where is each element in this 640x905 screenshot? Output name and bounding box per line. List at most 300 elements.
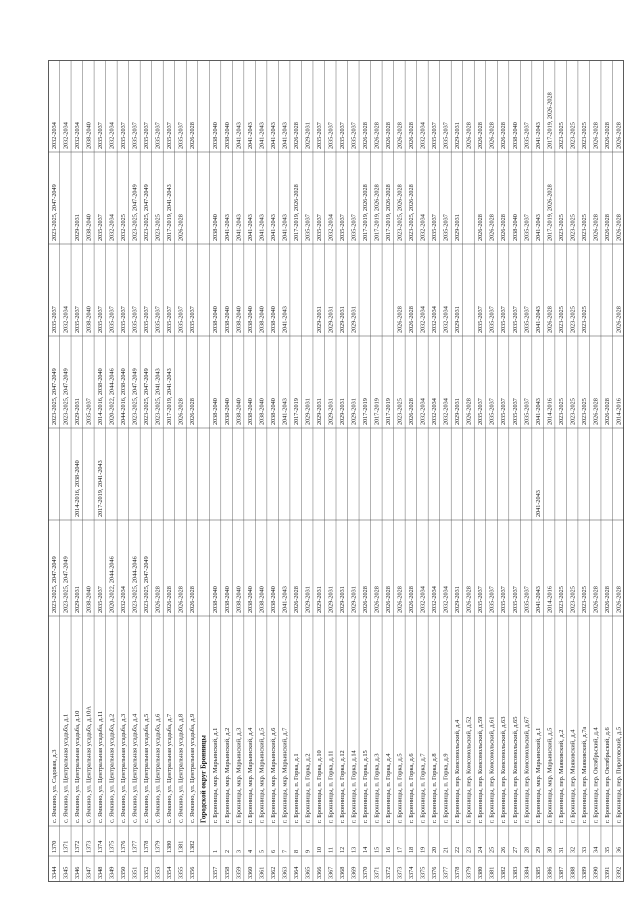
table-cell-c3: 2035-2037	[500, 398, 508, 425]
table-cell-c3: 2014-2016, 2038-2040	[97, 368, 105, 425]
table-cell-c6: 2026-2028	[615, 122, 623, 149]
table-cell-c3: 2017-2019	[385, 398, 393, 425]
table-cell-c3: 2038-2040	[269, 398, 277, 425]
table-cell-no: 32	[569, 846, 577, 853]
table-cell-id: 3388	[569, 866, 577, 879]
table-cell-c6: 2026-2028	[592, 122, 600, 149]
table-cell-c5: 2017-2019, 2026-2028	[546, 184, 554, 241]
table-cell-c1: 2035-2037	[523, 586, 531, 613]
table-cell-c5: 2041-2043	[235, 214, 243, 241]
table-cell-no: 4	[246, 849, 254, 853]
table-cell-c3: 2026-2028	[408, 398, 416, 425]
table-cell-c3: 2026-2028	[177, 398, 185, 425]
table-cell-id: 3364	[292, 866, 300, 879]
table-cell-c1: 2023-2025	[557, 586, 565, 613]
table-cell-c5: 2023-2025	[569, 214, 577, 241]
table-cell-id: 3383	[511, 866, 519, 879]
table-cell-no: 1376	[120, 840, 128, 853]
table-cell-c4: 2035-2037	[511, 306, 519, 333]
table-cell-id: 3351	[131, 866, 139, 879]
table-cell-c3: 2023-2025, 2041-2043	[154, 368, 162, 425]
table-cell-no: 21	[442, 846, 450, 853]
table-cell-id: 3375	[419, 866, 427, 879]
table-cell-c6: 2029-2031	[454, 122, 462, 149]
table-cell-c6: 2035-2037	[97, 122, 105, 149]
table-cell-c3: 2023-2025	[580, 398, 588, 425]
table-cell-c4: 2023-2025	[580, 306, 588, 333]
table-cell-c4: 2029-2031	[454, 306, 462, 333]
table-cell-address: г. Бронницы, п. Горка, д.2	[304, 753, 312, 823]
table-cell-address: г. Бронницы, пер. Октябрьский, д.6	[603, 727, 611, 823]
table-cell-c5: 2041-2043	[223, 214, 231, 241]
table-cell-c4: 2032-2034	[419, 306, 427, 333]
table-cell-address: г. Бронницы, мкр. Марьинский, д.1	[534, 727, 542, 823]
table-cell-no: 1371	[62, 840, 70, 853]
table-cell-c3: 2029-2031	[350, 398, 358, 425]
table-cell-no: 3	[235, 849, 243, 853]
table-cell-c4: 2035-2037	[131, 306, 139, 333]
table-cell-address: г. Бронницы, пер. Комсомольский, д.59	[477, 716, 485, 823]
table-cell-c5: 2023-2025, 2026-2028	[396, 184, 404, 241]
table-cell-no: 12	[338, 846, 346, 853]
table-cell-address: г. Бронницы, пер. Маяковский, д.7а	[580, 726, 588, 823]
table-cell-c4: 2035-2037	[500, 306, 508, 333]
table-cell-c6: 2038-2040	[223, 122, 231, 149]
table-cell-c6: 2035-2037	[431, 122, 439, 149]
table-cell-c1: 2026-2028	[615, 586, 623, 613]
table-cell-id: 3359	[235, 866, 243, 879]
table-cell-id: 3363	[281, 866, 289, 879]
table-cell-c6: 2026-2028	[603, 122, 611, 149]
table-cell-id: 3349	[108, 866, 116, 879]
table-cell-id: 3378	[454, 866, 462, 879]
table-cell-c5: 2032-2034	[327, 214, 335, 241]
table-cell-c3: 2029-2031	[315, 398, 323, 425]
table-cell-id: 3346	[74, 866, 81, 879]
table-cell-c6: 2041-2043	[269, 122, 277, 149]
table-cell-id: 3362	[269, 866, 277, 879]
table-cell-address: г. Бронницы, мкр. Марьинский, д.7	[281, 727, 289, 823]
table-cell-c1: 2038-2040	[269, 586, 277, 613]
table-cell-c1: 2026-2028	[465, 586, 473, 613]
table-cell-id: 3379	[465, 866, 473, 879]
table-cell-id: 3373	[396, 866, 404, 879]
table-cell-c1: 2029-2031	[338, 586, 346, 613]
table-cell-c6: 2035-2037	[177, 122, 185, 149]
table-cell-c5: 2035-2037	[315, 214, 323, 241]
section-header: Городской округ Бронницы	[199, 735, 208, 823]
table-cell-c5: 2026-2028	[500, 214, 508, 241]
table-cell-c5: 2041-2043	[534, 214, 542, 241]
table-cell-c1: 2023-2025	[569, 586, 577, 613]
table-cell-c1: 2038-2040	[85, 586, 93, 613]
table-cell-c6: 2035-2037	[523, 122, 531, 149]
table-cell-c6: 2035-2037	[327, 122, 335, 149]
table-cell-address: г. Бронницы, пер. Маяковский, д.4	[569, 729, 577, 823]
table-cell-id: 3389	[580, 866, 588, 879]
table-cell-no: 1370	[50, 840, 58, 853]
table-cell-id: 3377	[442, 866, 450, 879]
table-cell-c5: 2017-2019, 2026-2028	[292, 184, 300, 241]
table-cell-c3: 2017-2019	[292, 398, 300, 425]
table-cell-no: 2	[223, 849, 231, 853]
table-cell-c5: 2035-2037	[350, 214, 358, 241]
table-cell-c6: 2035-2037	[131, 122, 139, 149]
table-cell-c3: 2020-2022, 2044-2046	[108, 368, 116, 425]
table-cell-no: 18	[408, 846, 416, 853]
table-cell-c1: 2038-2040	[223, 586, 231, 613]
table-cell-c3: 2035-2037	[85, 398, 93, 425]
table-cell-address: г. Бронницы, п. Горка, д.12	[338, 750, 346, 823]
table-cell-c5: 2032-2034	[108, 214, 116, 241]
table-cell-address: г. Бронницы, п. Горка, д.5	[396, 753, 404, 823]
table-cell-c6: 2023-2025	[569, 122, 577, 149]
table-cell-address: г. Бронницы, мкр. Марьинский, д.1	[212, 727, 220, 823]
table-cell-c4: 2035-2037	[154, 306, 162, 333]
table-cell-c1: 2041-2043	[534, 586, 542, 613]
table-cell-c5: 2017-2019, 2026-2028	[362, 184, 369, 241]
table-cell-c3: 2038-2040	[258, 398, 266, 425]
table-cell-no: 29	[534, 846, 542, 853]
table-cell-no: 1373	[85, 840, 93, 853]
table-cell-c4: 2041-2043	[281, 306, 289, 333]
table-cell-no: 1378	[143, 840, 151, 853]
table-cell-c6: 2032-2034	[74, 122, 81, 149]
table-cell-no: 10	[315, 846, 323, 853]
rotated-table-area	[48, 60, 624, 882]
table-cell-c5: 2017-2019, 2026-2028	[385, 184, 393, 241]
table-cell-c3: 2029-2031	[454, 398, 462, 425]
table-cell-c4: 2023-2025	[569, 306, 577, 333]
table-cell-c2: 2041-2043	[534, 490, 542, 517]
table-cell-id: 3368	[338, 866, 346, 879]
table-cell-address: с. Ямкино, ул. Центральная усадьба, д.3	[120, 713, 128, 823]
table-cell-c3: 2029-2031	[327, 398, 335, 425]
table-cell-c1: 2035-2037	[500, 586, 508, 613]
table-cell-c1: 2032-2034	[120, 586, 128, 613]
table-cell-c5: 2038-2040	[85, 214, 93, 241]
table-cell-c5: 2038-2040	[212, 214, 220, 241]
table-cell-c6: 2041-2043	[281, 122, 289, 149]
table-cell-c1: 2038-2040	[235, 586, 243, 613]
table-cell-c6: 2026-2028	[292, 122, 300, 149]
table-cell-c6: 2041-2043	[534, 122, 542, 149]
table-cell-c4: 2032-2034	[431, 306, 439, 333]
table-cell-c5: 2029-2031	[454, 214, 462, 241]
table-cell-c3: 2014-2016	[615, 398, 623, 425]
table-cell-no: 28	[523, 846, 531, 853]
table-cell-id: 3382	[500, 866, 508, 879]
table-cell-no: 11	[327, 847, 335, 853]
table-cell-c6: 2035-2037	[315, 122, 323, 149]
table-cell-no: 20	[431, 846, 439, 853]
table-cell-no: 1374	[97, 840, 105, 853]
table-cell-c6: 2023-2025	[580, 122, 588, 149]
table-cell-address: г. Бронницы, пер. Пироговский, д.5	[615, 726, 623, 823]
table-cell-c4: 2035-2037	[143, 306, 151, 333]
table-cell-c6: 2035-2037	[442, 122, 450, 149]
table-cell-address: с. Ямкино, ул. Центральная усадьба, д.7	[166, 713, 174, 823]
table-cell-address: г. Бронницы, мкр. Марьинский, д.6	[269, 727, 277, 823]
table-cell-address: с. Ямкино, ул. Центральная усадьба, д.4	[131, 713, 139, 823]
table-cell-c3: 2023-2025	[569, 398, 577, 425]
table-cell-no: 35	[603, 846, 611, 853]
table-cell-c4: 2029-2031	[350, 306, 358, 333]
table-cell-no: 9	[304, 849, 312, 853]
table-cell-c3: 2035-2037	[511, 398, 519, 425]
table-cell-c6: 2035-2037	[143, 122, 151, 149]
table-cell-no: 1379	[154, 840, 162, 853]
table-cell-c5: 2023-2025, 2047-2049	[131, 184, 139, 241]
table-cell-id: 3361	[258, 866, 266, 879]
table-cell-no: 7	[281, 849, 289, 853]
table-cell-c6: 2041-2043	[246, 122, 254, 149]
table-cell-c3: 2041-2043	[281, 398, 289, 425]
table-cell-c3: 2023-2025, 2047-2049	[143, 368, 151, 425]
table-cell-id: 3352	[143, 866, 151, 879]
table-cell-c1: 2026-2028	[189, 586, 197, 613]
table-cell-c1: 2035-2037	[477, 586, 485, 613]
table-cell-id: 3374	[408, 866, 416, 879]
table-cell-c1: 2026-2028	[362, 586, 369, 613]
table-cell-no: 24	[477, 846, 485, 853]
table-cell-no: 8	[292, 849, 300, 853]
table-cell-c6: 2026-2028	[385, 122, 393, 149]
table-cell-c4: 2035-2037	[166, 306, 174, 333]
table-cell-c4: 2038-2040	[246, 306, 254, 333]
table-cell-c1: 2032-2034	[419, 586, 427, 613]
table-cell-c1: 2041-2043	[281, 586, 289, 613]
table-cell-c6: 2038-2040	[85, 122, 93, 149]
table-cell-id: 3387	[557, 866, 565, 879]
table-cell-id: 3347	[85, 866, 93, 879]
table-cell-c6: 2026-2028	[396, 122, 404, 149]
table-cell-c1: 2014-2016	[546, 586, 554, 613]
table-cell-c3: 2038-2040	[246, 398, 254, 425]
table-cell-address: с. Ямкино, ул. Садовая, д.3	[50, 749, 58, 823]
table-cell-c5: 2035-2037	[431, 214, 439, 241]
table-cell-id: 3380	[477, 866, 485, 879]
table-cell-c3: 2035-2037	[488, 398, 496, 425]
table-cell-c1: 2029-2031	[327, 586, 335, 613]
table-cell-no: 23	[465, 846, 473, 853]
table-cell-address: г. Бронницы, мкр. Марьинский, д.4	[246, 727, 254, 823]
table-cell-c4: 2026-2028	[408, 306, 416, 333]
table-cell-address: г. Бронницы, мкр. Марьинский, д.2	[223, 727, 231, 823]
table-cell-id: 3345	[62, 866, 70, 879]
table-cell-c6: 2026-2028	[408, 122, 416, 149]
table-cell-c1: 2026-2028	[396, 586, 404, 613]
table-cell-id: 3372	[385, 866, 393, 879]
table-cell-address: г. Бронницы, п. Горка, д.10	[315, 750, 323, 823]
table-cell-c3: 2032-2034	[431, 398, 439, 425]
table-cell-no: 19	[419, 846, 427, 853]
table-cell-address: г. Бронницы, п. Горка, д.1	[292, 753, 300, 823]
table-cell-id: 3384	[523, 866, 531, 879]
table-cell-c3: 2038-2040	[235, 398, 243, 425]
table-cell-c4: 2035-2037	[477, 306, 485, 333]
table-cell-id: 3371	[373, 866, 381, 879]
table-cell-address: г. Бронницы, п. Горка, д.6	[408, 753, 416, 823]
table-cell-c4: 2035-2037	[488, 306, 496, 333]
table-cell-id: 3357	[212, 866, 220, 879]
table-cell-c5: 2041-2043	[246, 214, 254, 241]
table-cell-c1: 2023-2025, 2047-2049	[143, 556, 151, 613]
table-cell-id: 3355	[177, 866, 185, 879]
table-cell-c4: 2026-2028	[546, 306, 554, 333]
table-cell-id: 3367	[327, 866, 335, 879]
table-cell-c3: 2032-2034	[419, 398, 427, 425]
table-cell-address: г. Бронницы, п. Горка, д.15	[362, 750, 369, 823]
table-cell-c4: 2035-2037	[120, 306, 128, 333]
table-cell-c1: 2020-2022, 2044-2046	[108, 556, 116, 613]
table-cell-c6: 2038-2040	[212, 122, 220, 149]
table-cell-c5: 2041-2043	[269, 214, 277, 241]
table-cell-address: с. Ямкино, ул. Центральная усадьба, д.11	[97, 710, 105, 823]
table-cell-c4: 2035-2037	[189, 306, 197, 333]
table-cell-no: 22	[454, 846, 462, 853]
table-cell-c6: 2032-2034	[50, 122, 58, 149]
table-cell-c6: 2035-2037	[166, 122, 174, 149]
table-cell-no: 15	[373, 846, 381, 853]
table-cell-c1: 2023-2025	[580, 586, 588, 613]
table-cell-c3: 2026-2028	[465, 398, 473, 425]
table-cell-c6: 2038-2040	[511, 122, 519, 149]
table-cell-c4: 2026-2028	[396, 306, 404, 333]
table-cell-c2: 2017-2019, 2041-2043	[97, 460, 105, 517]
table-cell-c1: 2026-2028	[385, 586, 393, 613]
table-cell-no: 1	[212, 849, 220, 853]
table-cell-c5: 2026-2028	[477, 214, 485, 241]
table-cell-c6: 2041-2043	[235, 122, 243, 149]
table-cell-no: 31	[557, 846, 565, 853]
table-cell-c3: 2035-2037	[523, 398, 531, 425]
table-cell-address: с. Ямкино, ул. Центральная усадьба, д.10А	[85, 706, 93, 823]
table-cell-c1: 2023-2025, 2044-2046	[131, 556, 139, 613]
table-cell-c5: 2035-2037	[523, 214, 531, 241]
table-cell-id: 3358	[223, 866, 231, 879]
table-cell-address: г. Бронницы, мкр. Марьинский, д.3	[235, 727, 243, 823]
table-cell-c5: 2035-2037	[304, 214, 312, 241]
table-cell-c4: 2035-2037	[50, 306, 58, 333]
table-cell-c3: 2038-2040	[223, 398, 231, 425]
table-cell-c6: 2026-2028	[500, 122, 508, 149]
table-cell-c1: 2038-2040	[212, 586, 220, 613]
table-cell-no: 1372	[74, 840, 81, 853]
table-cell-c5: 2026-2028	[592, 214, 600, 241]
table-cell-c1: 2026-2028	[154, 586, 162, 613]
table-cell-address: г. Бронницы, пер. Маяковский, д.2	[557, 729, 565, 823]
table-cell-address: г. Бронницы, пер. Октябрьский, д.4	[592, 727, 600, 823]
table-cell-address: г. Бронницы, п. Горка, д.8	[431, 753, 439, 823]
table-cell-c5: 2041-2043	[258, 214, 266, 241]
table-cell-id: 3370	[362, 866, 369, 879]
table-cell-c6: 2035-2037	[338, 122, 346, 149]
table-cell-c1: 2023-2025, 2047-2049	[50, 556, 58, 613]
table-cell-c3: 2029-2031	[304, 398, 312, 425]
table-cell-no: 1375	[108, 840, 116, 853]
table-cell-no: 33	[580, 846, 588, 853]
table-cell-no: 25	[488, 846, 496, 853]
table-cell-c4: 2041-2043	[534, 306, 542, 333]
table-cell-c5: 2017-2019, 2041-2043	[166, 184, 174, 241]
table-cell-c5: 2023-2025, 2026-2028	[408, 184, 416, 241]
table-cell-c3: 2035-2037	[477, 398, 485, 425]
table-cell-c3: 2026-2028	[189, 398, 197, 425]
table-cell-c3: 2044-2016, 2038-2040	[120, 368, 128, 425]
table-cell-c6: 2032-2034	[419, 122, 427, 149]
table-cell-c3: 2017-2019	[373, 398, 381, 425]
table-cell-id: 3390	[592, 866, 600, 879]
table-cell-address: г. Бронницы, пер. Комсомольский, д.65	[511, 716, 519, 823]
table-cell-c4: 2029-2031	[315, 306, 323, 333]
table-cell-c1: 2023-2025, 2047-2049	[62, 556, 70, 613]
table-cell-id: 3369	[350, 866, 358, 879]
table-cell-c4: 2035-2037	[177, 306, 185, 333]
table-cell-id: 3348	[97, 866, 105, 879]
table-cell-no: 16	[385, 846, 393, 853]
table-cell-address: г. Бронницы, мкр. Марьинский, д.5	[546, 727, 554, 823]
table-cell-c4: 2038-2040	[212, 306, 220, 333]
table-cell-c4: 2038-2040	[235, 306, 243, 333]
table-cell-c3: 2023-2025	[396, 398, 404, 425]
table-cell-c6: 2023-2025	[557, 122, 565, 149]
table-cell-no: 17	[396, 846, 404, 853]
table-cell-c6: 2035-2037	[350, 122, 358, 149]
table-cell-c6: 2035-2037	[120, 122, 128, 149]
table-cell-address: с. Ямкино, ул. Центральная усадьба, д.1	[62, 713, 70, 823]
table-cell-c3: 2017-2019, 2041-2043	[166, 368, 174, 425]
table-cell-c5: 2035-2037	[338, 214, 346, 241]
table-cell-c4: 2026-2028	[615, 306, 623, 333]
table-cell-address: с. Ямкино, ул. Центральная усадьба, д.8	[177, 713, 185, 823]
table-cell-id: 3381	[488, 866, 496, 879]
table-cell-no: 1382	[189, 840, 197, 853]
table-cell-c4: 2029-2031	[338, 306, 346, 333]
table-cell-c6: 2041-2043	[258, 122, 266, 149]
table-cell-c1: 2038-2040	[246, 586, 254, 613]
table-cell-c1: 2029-2031	[454, 586, 462, 613]
table-cell-c3: 2023-2025, 2047-2049	[131, 368, 139, 425]
table-cell-address: г. Бронницы, пер. Комсомольский, д.52	[465, 716, 473, 823]
table-cell-c5: 2032-2025	[120, 214, 128, 241]
table-cell-no: 36	[615, 846, 623, 853]
table-cell-c5: 2017-2019, 2026-2028	[373, 184, 381, 241]
table-cell-c2: 2014-2016, 2038-2040	[74, 460, 81, 517]
table-cell-address: г. Бронницы, п. Горка, д.3	[373, 753, 381, 823]
table-cell-address: с. Ямкино, ул. Центральная усадьба, д.2	[108, 713, 116, 823]
table-cell-no: 27	[511, 846, 519, 853]
table-cell-c4: 2029-2031	[327, 306, 335, 333]
table-cell-c4: 2035-2037	[74, 306, 81, 333]
table-cell-c5: 2038-2040	[511, 214, 519, 241]
table-cell-id: 3392	[615, 866, 623, 879]
table-cell-c3: 2026-2028	[592, 398, 600, 425]
table-cell-no: 14	[362, 846, 369, 853]
table-cell-id: 3360	[246, 866, 254, 879]
table-cell-c6: 2026-2028	[477, 122, 485, 149]
table-cell-c4: 2038-2040	[85, 306, 93, 333]
table-cell-c6: 2032-2034	[62, 122, 70, 149]
table-cell-c4: 2035-2037	[97, 306, 105, 333]
table-cell-id: 3386	[546, 866, 554, 879]
table-cell-c3: 2017-2019	[362, 398, 369, 425]
table-cell-address: г. Бронницы, п. Горка, д.4	[385, 753, 393, 823]
table-cell-c1: 2026-2028	[177, 586, 185, 613]
table-cell-c6: 2026-2028	[488, 122, 496, 149]
table-cell-address: г. Бронницы, пер. Комсомольский, д.67	[523, 716, 531, 823]
table-cell-c1: 2035-2037	[511, 586, 519, 613]
